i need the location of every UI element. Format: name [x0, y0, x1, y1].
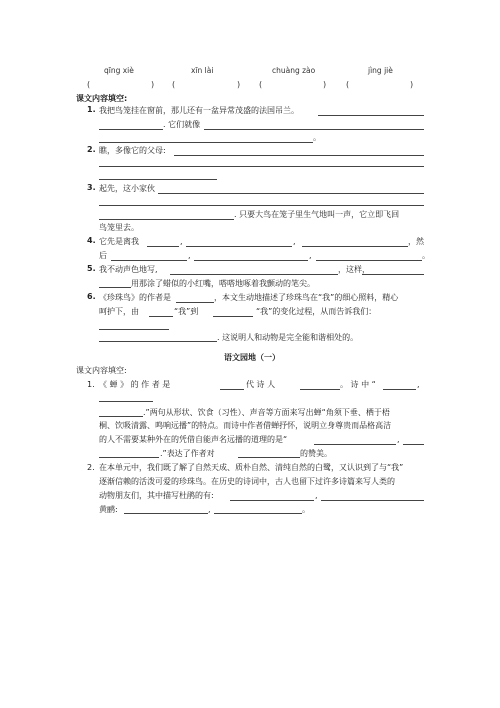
s2-item1-line1d: ,: [417, 380, 420, 389]
s2-item2-blank-c[interactable]: [124, 513, 208, 514]
paren-open-1: (: [87, 80, 91, 89]
item4-blank-b[interactable]: [186, 246, 292, 247]
item6-line1a: 《珍珠鸟》的作者是: [99, 293, 171, 302]
s2-item1-blank-g[interactable]: [403, 444, 424, 445]
item4-end: ，然: [408, 237, 424, 246]
s2-item1-line6a: .”表达了作者对: [160, 449, 215, 458]
item6-number: 6.: [87, 292, 96, 301]
s2-item1-blank-i[interactable]: [238, 457, 300, 458]
item4-sep-d: ,: [309, 251, 312, 260]
s2-item2-line3a: 动物朋友们，其中描写杜鹃的有:: [99, 491, 214, 500]
item5-line1: 我不动声色地写,: [99, 265, 158, 274]
s2-item1-number: 1.: [87, 380, 95, 389]
paren-close-4: ): [410, 80, 414, 89]
item6-line1b: ，本文生动地描述了珍珠鸟在“我”的细心照料，精心: [214, 293, 399, 302]
paren-close-2: ): [237, 80, 241, 89]
item1-line3-end: 。: [313, 133, 321, 142]
s2-item2-line4c: 。: [302, 505, 310, 514]
item1-number: 1.: [87, 105, 96, 114]
s2-item1-line5a: 的人不需要某种外在的凭借自能声名远播的道理的是“: [99, 435, 288, 444]
s2-item1-blank-b[interactable]: [300, 389, 340, 390]
s2-item1-line1c: 。 诗 中 “: [340, 380, 376, 389]
item1-blank-d[interactable]: [99, 142, 313, 143]
item2-number: 2.: [87, 145, 96, 154]
s2-item2-line1: 在本单元中，我们既了解了自然天成、质朴自然、清纯自然的白鹭，又认识到了与“我”: [99, 463, 404, 472]
item5-number: 5.: [87, 264, 96, 273]
s2-item1-blank-c[interactable]: [383, 389, 416, 390]
s2-item1-line3: .”两句从形状、饮食（习性）、声音等方面来写出蝉“角须下垂、栖于梧: [143, 408, 390, 417]
s2-item1-blank-h[interactable]: [99, 457, 159, 458]
s2-item2-line4b: ,: [208, 505, 211, 514]
item6-blank-a[interactable]: [176, 302, 214, 303]
s2-item2-blank-d[interactable]: [214, 513, 302, 514]
pinyin-2: xīn lài: [191, 66, 214, 75]
paren-open-3: (: [259, 80, 263, 89]
s2-item2-blank-b[interactable]: [321, 500, 424, 501]
item2-blank-c[interactable]: [99, 179, 217, 180]
item3-line4: 鸟笼里去。: [99, 223, 139, 232]
s2-item2-blank-a[interactable]: [230, 500, 314, 501]
item1-blank-a[interactable]: [318, 115, 424, 116]
item2-blank-b[interactable]: [99, 166, 424, 167]
item3-blank-b[interactable]: [99, 205, 424, 206]
item4-number: 4.: [87, 236, 96, 245]
item6-blank-e[interactable]: [99, 341, 217, 342]
item6-line4: . 这说明人和动物是完全能和谐相处的。: [217, 333, 359, 342]
item4-sep-b: ,: [293, 237, 296, 246]
paren-close-3: ): [323, 80, 327, 89]
item4-end2: 。: [422, 251, 430, 260]
s2-item2-number: 2.: [87, 463, 95, 472]
item6-line2c: “我”的变化过程，从而告诉我们：: [256, 307, 377, 316]
s2-item2-line3b: ,: [315, 491, 318, 500]
item4-line1: 它先是离我: [99, 237, 139, 246]
paren-open-4: (: [346, 80, 350, 89]
item5-blank-c[interactable]: [99, 287, 131, 288]
paren-close-1: ): [151, 80, 155, 89]
item5-blank-a[interactable]: [170, 274, 338, 275]
s2-item1-line6b: 的赞美。: [300, 449, 332, 458]
section2-title: 语文园地（一）: [224, 353, 280, 362]
s2-item2-line2: 逐渐信赖的活泼可爱的珍珠鸟。在历史的诗词中，古人也留下过许多诗篇来写人类的: [99, 477, 395, 486]
section2-heading: 课文内容填空:: [76, 366, 127, 375]
item3-blank-a[interactable]: [158, 193, 424, 194]
item6-blank-c[interactable]: [213, 316, 253, 317]
item5-line2: 用那涂了蜡似的小红嘴，嗒嗒地啄着我颤动的笔尖。: [131, 279, 315, 288]
item3-number: 3.: [87, 183, 96, 192]
item3-blank-c[interactable]: [99, 219, 234, 220]
item4-blank-f[interactable]: [316, 260, 422, 261]
item2-line1: 瞧，多像它的父母:: [99, 146, 166, 155]
item1-blank-b[interactable]: [99, 129, 163, 130]
item3-line3: . 只要大鸟在笼子里生气地叫一声，它立即飞回: [234, 210, 400, 219]
item1-line2a: . 它们就像: [163, 120, 201, 129]
item4-blank-a[interactable]: [147, 246, 179, 247]
item5-blank-b[interactable]: [362, 274, 424, 275]
item6-blank-b[interactable]: [149, 316, 173, 317]
item6-blank-d[interactable]: [99, 329, 169, 330]
s2-item2-line4a: 黄鹂:: [99, 505, 118, 514]
section1-heading: 课文内容填空:: [76, 94, 128, 103]
s2-item1-line5b: ,: [397, 435, 400, 444]
item4-sep-a: ,: [180, 237, 183, 246]
pinyin-1: qīng xiè: [104, 66, 134, 75]
s2-item1-line4: 桐、饮吸清露、鸣响远播”的特点。而诗中作者借蝉抒怀，说明立身尊贵而品格高洁: [99, 421, 392, 430]
s2-item1-blank-e[interactable]: [99, 416, 143, 417]
item1-line1: 我把鸟笼挂在窗前，那儿还有一盆异常茂盛的法国吊兰。: [99, 106, 299, 115]
item4-blank-c[interactable]: [302, 246, 408, 247]
s2-item1-blank-a[interactable]: [220, 389, 244, 390]
item2-blank-a[interactable]: [174, 155, 424, 156]
item4-sep-c: ,: [188, 251, 191, 260]
item5-mid: ，这样，: [338, 265, 370, 274]
s2-item1-blank-f[interactable]: [314, 444, 396, 445]
paren-open-2: (: [172, 80, 176, 89]
pinyin-4: jìng jiè: [368, 66, 393, 75]
item4-line2: 后: [99, 251, 107, 260]
item3-line1: 起先，这小家伙: [99, 184, 155, 193]
item4-blank-e[interactable]: [194, 260, 308, 261]
item1-blank-c[interactable]: [204, 129, 424, 130]
s2-item1-line1a: 《 蝉 》 的 作 者 是: [99, 380, 171, 389]
item6-line2b: “我”到: [174, 307, 199, 316]
item6-line2a: 呵护下，由: [99, 307, 139, 316]
item4-blank-d[interactable]: [111, 260, 187, 261]
pinyin-3: chuàng zào: [272, 66, 316, 75]
s2-item1-blank-d[interactable]: [99, 401, 153, 402]
s2-item1-line1b: 代 诗 人: [246, 380, 276, 389]
